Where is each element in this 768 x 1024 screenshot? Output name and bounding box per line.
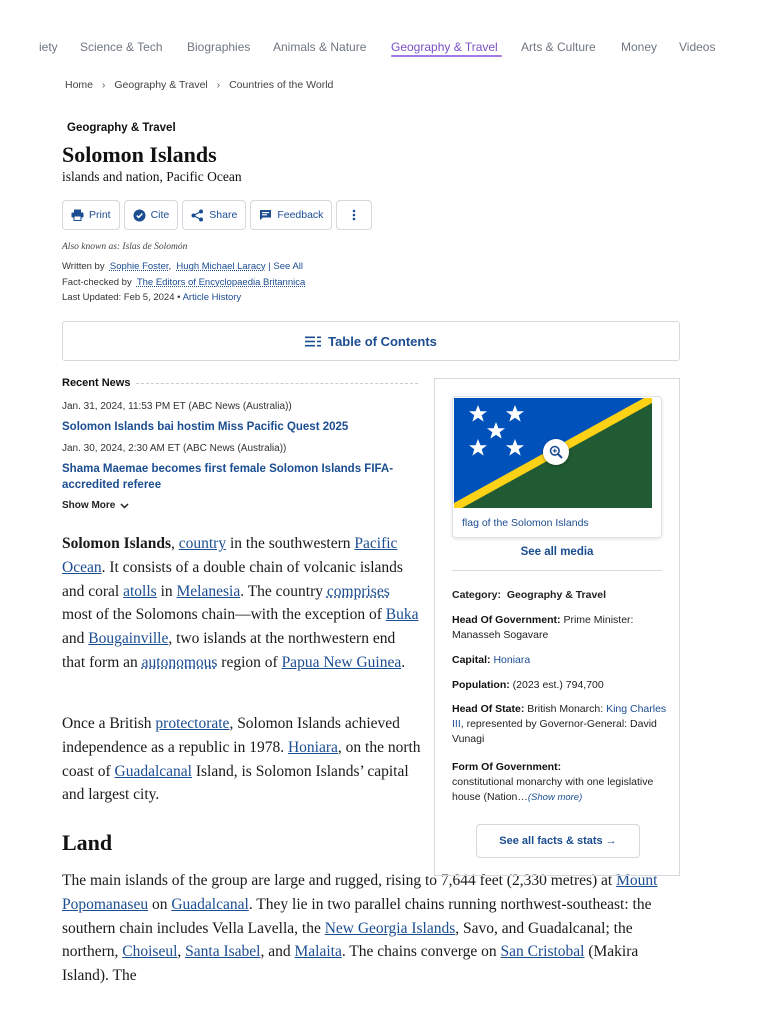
feedback-icon — [259, 209, 272, 221]
inline-link[interactable]: Choiseul — [122, 943, 178, 961]
fact-value: British Monarch: — [527, 703, 604, 715]
fact-checked-label: Fact-checked by — [62, 277, 132, 288]
text: Once a British — [62, 715, 156, 732]
divider — [452, 570, 662, 571]
inline-link[interactable]: Guadalcanal — [114, 762, 192, 780]
text: in the southwestern — [226, 535, 355, 552]
text: , Solomon Islands achieved independence as a republic in 1978. — [62, 715, 400, 756]
chevron-right-icon: › — [102, 79, 106, 91]
text: , on the north coast of — [62, 738, 421, 780]
inline-link[interactable]: Santa Isabel — [185, 943, 261, 961]
last-updated-line — [62, 292, 241, 303]
fact-form-of-government — [452, 760, 667, 805]
verified-badge-icon — [133, 209, 146, 222]
intro-paragraph — [62, 712, 422, 807]
text: Island, is Solomon Islands’ capital and largest city. — [62, 762, 409, 804]
nav-item-animals-nature[interactable]: Animals & Nature — [273, 40, 367, 54]
list-icon — [305, 336, 321, 347]
more-options-button[interactable] — [336, 200, 372, 230]
inline-link[interactable]: Bougainville — [88, 630, 169, 648]
breadcrumb — [65, 79, 333, 91]
section-heading-land: Land — [62, 830, 113, 855]
nav-item-science-tech[interactable]: Science & Tech — [80, 40, 163, 54]
article-history-link[interactable]: Article History — [182, 292, 242, 303]
intro-paragraph — [62, 532, 422, 675]
text: The main islands of the group are large and rugged, rising to 7,644 feet (2,330 metres) at — [62, 872, 617, 889]
fact-capital — [452, 653, 667, 668]
more-vertical-icon — [352, 209, 356, 221]
text: , Savo, and Guadalcanal; the northern, — [62, 919, 633, 961]
feedback-label: Feedback — [277, 209, 324, 221]
inline-link[interactable]: Melanesia — [176, 582, 241, 600]
fact-label: Head Of Government: — [452, 614, 561, 626]
news-headline-link[interactable]: Solomon Islands bai hostim Miss Pacific Quest 2025 — [62, 421, 349, 433]
inline-link[interactable]: San Cristobal — [500, 943, 585, 961]
fact-label: Form Of Government: — [452, 761, 562, 773]
fact-value: Prime Minister: Manasseh Sogavare — [452, 614, 634, 641]
text: , — [170, 535, 179, 552]
fact-category — [452, 588, 667, 603]
dictionary-link[interactable]: comprises — [326, 582, 390, 600]
term: Solomon Islands — [62, 535, 171, 552]
show-more-news-button[interactable] — [62, 500, 129, 511]
print-button[interactable] — [62, 200, 120, 230]
see-all-media-link[interactable]: See all media — [520, 546, 594, 558]
text: . It consists of a double chain of volcanic islands and coral — [62, 558, 403, 600]
flag-media-card[interactable] — [452, 396, 662, 538]
share-label: Share — [209, 209, 238, 221]
text: . — [401, 653, 406, 671]
text: , and — [260, 943, 295, 961]
text: and — [62, 630, 89, 648]
zoom-button[interactable] — [543, 439, 569, 465]
show-more-label: Show More — [62, 500, 116, 511]
inline-link[interactable]: Pacific Ocean — [62, 535, 398, 576]
breadcrumb-countries[interactable]: Countries of the World — [229, 79, 334, 91]
news-headline-link[interactable]: Shama Maemae becomes first female Solomon Islands FIFA-accredited referee — [62, 463, 394, 491]
inline-link[interactable]: Malaita — [294, 943, 342, 961]
flag-caption-link[interactable]: flag of the Solomon Islands — [462, 517, 589, 529]
text: . They lie in two parallel chains running northwest-southeast: the southern chain includes Vella Lavella, the — [62, 895, 652, 937]
fact-value: (2023 est.) 794,700 — [512, 679, 604, 691]
fact-population — [452, 678, 667, 693]
toc-label: Table of Contents — [328, 333, 437, 349]
text: , — [177, 943, 186, 961]
inline-link[interactable]: atolls — [123, 582, 157, 600]
text: on — [148, 895, 172, 913]
topic-label[interactable]: Geography & Travel — [67, 122, 176, 134]
recent-news-header — [62, 377, 418, 389]
zoom-in-icon — [549, 445, 563, 459]
nav-item-money[interactable]: Money — [621, 40, 658, 54]
fact-value: constitutional monarchy with one legislative house (Nation… — [452, 776, 654, 803]
also-known-as: Also known as: Islas de Solomón — [62, 242, 188, 252]
king-charles-link[interactable]: King Charles III — [452, 703, 667, 730]
fact-label: Head Of State: — [452, 703, 525, 715]
cite-button[interactable] — [124, 200, 179, 230]
written-by-label: Written by — [62, 261, 105, 272]
cite-label: Cite — [150, 209, 170, 221]
text: , two islands at the northwestern end that form an — [62, 630, 396, 671]
recent-news-title: Recent News — [62, 377, 131, 389]
share-icon — [191, 209, 204, 222]
inline-link[interactable]: Mount Popomanaseu — [62, 872, 658, 913]
text: in — [156, 582, 177, 600]
author-link[interactable]: Sophie Foster — [109, 261, 169, 272]
inline-link[interactable]: Buka — [385, 606, 419, 624]
fact-checked-line — [62, 277, 305, 288]
chevron-right-icon: › — [216, 79, 221, 91]
dictionary-link[interactable]: autonomous — [141, 653, 218, 671]
inline-link[interactable]: protectorate — [155, 715, 230, 732]
text: (Makira Island). The — [62, 943, 639, 985]
show-more-link[interactable]: (Show more) — [527, 792, 583, 803]
print-label: Print — [89, 209, 111, 221]
article-toolbar — [62, 200, 372, 230]
fact-label: Capital: — [452, 654, 491, 666]
see-all-facts-button[interactable]: See all facts & stats → — [476, 824, 640, 858]
land-paragraph — [62, 869, 682, 988]
nav-active-underline — [391, 55, 502, 57]
nav-item-society[interactable]: iety — [39, 40, 58, 54]
fact-value: , represented by Governor-General: David Vunagi — [452, 718, 657, 745]
text: . The country — [240, 582, 327, 600]
page-title: Solomon Islands — [62, 142, 217, 167]
text: region of — [217, 653, 282, 671]
news-date: Jan. 30, 2024, 2:30 AM ET (ABC News (Australia)) — [62, 443, 287, 454]
chevron-down-icon — [120, 503, 129, 509]
inline-link[interactable]: Papua New Guinea — [281, 653, 402, 671]
fact-label: Category: — [452, 589, 502, 601]
category-link[interactable]: Geography & Travel — [506, 589, 607, 601]
print-icon — [71, 209, 84, 221]
last-updated-label: Last Updated: Feb 5, 2024 — [62, 292, 175, 303]
nav-item-videos[interactable]: Videos — [679, 40, 716, 54]
inline-link[interactable]: Honiara — [287, 738, 338, 756]
breadcrumb-home[interactable]: Home — [65, 79, 94, 91]
text: . The chains converge on — [341, 943, 501, 961]
inline-link[interactable]: country — [178, 535, 227, 552]
fact-label: Population: — [452, 679, 510, 691]
written-by-line: Written by Sophie Foster, Hugh Michael Laracy | See All — [62, 261, 303, 272]
news-date: Jan. 31, 2024, 11:53 PM ET (ABC News (Australia)) — [62, 401, 292, 412]
breadcrumb-geography-travel[interactable]: Geography & Travel — [114, 79, 208, 91]
divider — [136, 383, 418, 384]
category-nav — [0, 38, 768, 60]
fact-head-of-state — [452, 702, 667, 747]
fact-head-of-government — [452, 613, 667, 643]
text: most of the Solomons chain—with the exception of — [62, 606, 386, 624]
nav-item-arts-culture[interactable]: Arts & Culture — [521, 40, 596, 54]
nav-item-geography-travel[interactable]: Geography & Travel — [391, 40, 498, 54]
see-all-authors-link[interactable]: See All — [273, 261, 303, 272]
capital-link[interactable]: Honiara — [493, 654, 531, 666]
fact-checker-link[interactable]: The Editors of Encyclopaedia Britannica — [136, 277, 306, 288]
inline-link[interactable]: Guadalcanal — [171, 895, 249, 913]
feedback-button[interactable] — [250, 200, 332, 230]
table-of-contents-button[interactable] — [62, 321, 680, 361]
quick-facts-sidebar — [434, 378, 680, 876]
nav-item-biographies[interactable]: Biographies — [187, 40, 251, 54]
author-link[interactable]: Hugh Michael Laracy — [176, 261, 266, 272]
meta-bullet: • — [177, 292, 181, 303]
share-button[interactable] — [182, 200, 246, 230]
inline-link[interactable]: New Georgia Islands — [324, 919, 456, 937]
page-subtitle: islands and nation, Pacific Ocean — [62, 169, 242, 184]
